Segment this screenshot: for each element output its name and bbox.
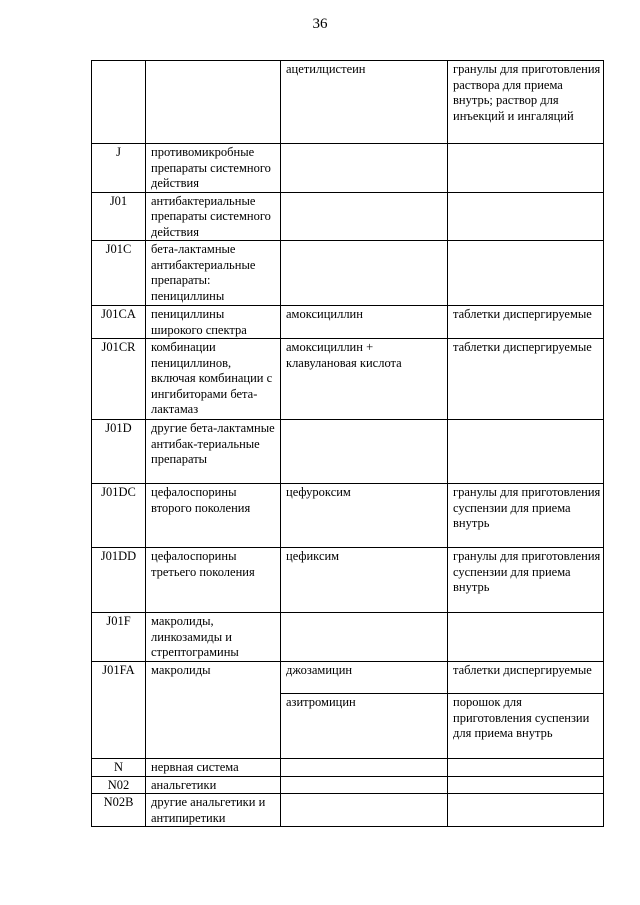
- group-name-cell: нервная система: [146, 759, 281, 777]
- group-name-cell: пенициллины широкого спектра: [146, 306, 281, 339]
- dosage-form-cell: гранулы для приготовления суспензии для приема внутрь: [448, 484, 604, 548]
- drug-name-cell: [281, 241, 448, 306]
- drug-name-cell: [281, 613, 448, 662]
- atc-code-cell: N: [92, 759, 146, 777]
- atc-code-cell: J01CR: [92, 339, 146, 420]
- table-row: [92, 339, 604, 420]
- atc-code-cell: J: [92, 144, 146, 193]
- table-row: [92, 484, 604, 548]
- dosage-form-cell: гранулы для приготовления суспензии для приема внутрь: [448, 548, 604, 613]
- atc-code-cell: J01: [92, 192, 146, 241]
- group-name-cell: другие анальгетики и антипиретики: [146, 794, 281, 827]
- dosage-form-cell: [448, 759, 604, 777]
- table-row: [92, 794, 604, 827]
- table-row: [92, 61, 604, 144]
- drug-name-cell: амоксициллин: [281, 306, 448, 339]
- dosage-form-cell: [448, 613, 604, 662]
- table-row: [92, 420, 604, 484]
- group-name-cell: анальгетики: [146, 776, 281, 794]
- table-row: [92, 241, 604, 306]
- atc-code-cell: J01D: [92, 420, 146, 484]
- group-name-cell: антибактериальные препараты системного действия: [146, 192, 281, 241]
- table-row: [92, 144, 604, 193]
- drug-table: [91, 60, 604, 827]
- group-name-cell: цефалоспорины третьего поколения: [146, 548, 281, 613]
- table-row: [92, 192, 604, 241]
- dosage-form-cell: таблетки диспергируемые: [448, 662, 604, 694]
- drug-name-cell: амоксициллин + клавулановая кислота: [281, 339, 448, 420]
- drug-name-cell: азитромицин: [281, 694, 448, 759]
- table-row: [92, 759, 604, 777]
- dosage-form-cell: [448, 241, 604, 306]
- dosage-form-cell: порошок для приготовления суспензии для приема внутрь: [448, 694, 604, 759]
- group-name-cell: [146, 61, 281, 144]
- group-name-cell: макролиды: [146, 662, 281, 759]
- dosage-form-cell: [448, 776, 604, 794]
- atc-code-cell: J01DD: [92, 548, 146, 613]
- drug-name-cell: джозамицин: [281, 662, 448, 694]
- group-name-cell: цефалоспорины второго поколения: [146, 484, 281, 548]
- drug-name-cell: цефуроксим: [281, 484, 448, 548]
- dosage-form-cell: [448, 420, 604, 484]
- atc-code-cell: J01FA: [92, 662, 146, 759]
- table-row: [92, 548, 604, 613]
- table-row: [92, 662, 604, 694]
- dosage-form-cell: таблетки диспергируемые: [448, 339, 604, 420]
- drug-name-cell: [281, 776, 448, 794]
- dosage-form-cell: гранулы для приготовления раствора для приема внутрь; раствор для инъекций и ингаляций: [448, 61, 604, 144]
- atc-code-cell: J01C: [92, 241, 146, 306]
- atc-code-cell: J01F: [92, 613, 146, 662]
- dosage-form-cell: [448, 794, 604, 827]
- group-name-cell: другие бета-лактамные антибак-териальные препараты: [146, 420, 281, 484]
- dosage-form-cell: таблетки диспергируемые: [448, 306, 604, 339]
- group-name-cell: комбинации пенициллинов, включая комбинации с ингибиторами бета-лактамаз: [146, 339, 281, 420]
- group-name-cell: макролиды, линкозамиды и стрептограмины: [146, 613, 281, 662]
- dosage-form-cell: [448, 192, 604, 241]
- drug-name-cell: [281, 420, 448, 484]
- table-row: [92, 776, 604, 794]
- atc-code-cell: [92, 61, 146, 144]
- table-row: [92, 306, 604, 339]
- atc-code-cell: N02B: [92, 794, 146, 827]
- atc-code-cell: J01DC: [92, 484, 146, 548]
- drug-name-cell: [281, 794, 448, 827]
- table-row: [92, 613, 604, 662]
- dosage-form-cell: [448, 144, 604, 193]
- drug-name-cell: цефиксим: [281, 548, 448, 613]
- atc-code-cell: N02: [92, 776, 146, 794]
- group-name-cell: противомикробные препараты системного действия: [146, 144, 281, 193]
- group-name-cell: бета-лактамные антибактериальные препараты: пенициллины: [146, 241, 281, 306]
- drug-name-cell: [281, 759, 448, 777]
- drug-name-cell: [281, 144, 448, 193]
- page-number: 36: [312, 16, 328, 32]
- drug-name-cell: ацетилцистеин: [281, 61, 448, 144]
- drug-name-cell: [281, 192, 448, 241]
- atc-code-cell: J01CA: [92, 306, 146, 339]
